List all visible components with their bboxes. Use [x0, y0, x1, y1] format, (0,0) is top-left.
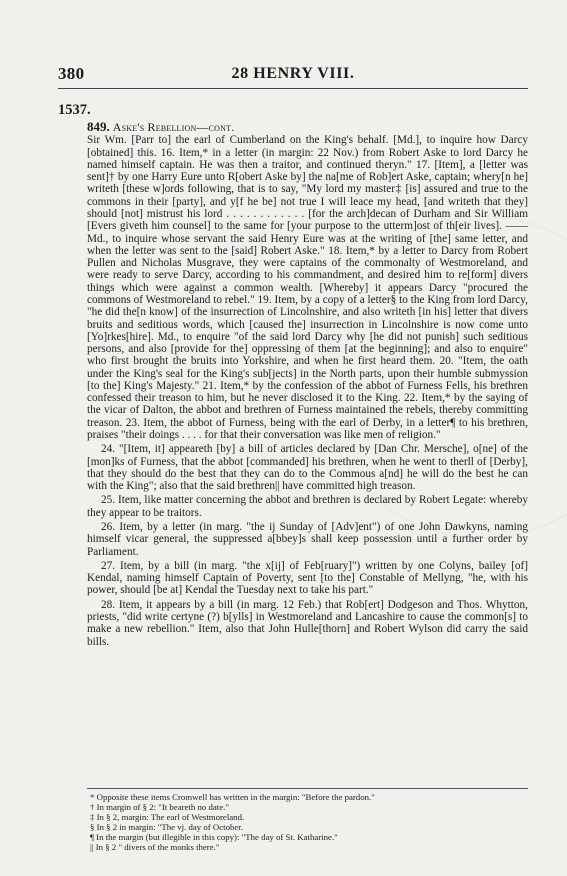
header-rule [58, 88, 528, 89]
entry-paragraph: Sir Wm. [Parr to] the earl of Cumberland on the King's behalf. [Md.], to inquire how Darcy [obtained] this. 16. Item,* in a letter (in margin: 22 Nov.) from Robert Aske to lord Darcy he named himself captain. He was then a traitor, and continued theryn." 17. [Item], a [letter was sent]† by one Harry Eure unto R[obert Aske by] the na[me of Rob]ert Aske, captain; whery[n he] writeth [these w]ords following, that is to say, "My lord my master‡ [is] assured and true to the commons in their [party], and y[f he be] not true I will leace my head, [and writeth that they] should [not] mistrust his lord . . . . . . . . . . . . [for the arch]decan of Durham and Sir William [Evers giveth him counsel] to the same for [your purpose to the utterm]ost of th[eir lives]. —— Md., to inquire whose servant the said Henry Eure was at the writing of [the] same letter, and when the letter was sent to the [said] Robert Aske." 18. Item,* by a letter to Darcy from Robert Pullen and Nicholas Musgrave, they were captains of the commonalty of Westmoreland, and were ready to serve Darcy, according to his commandment, and desired him to re[form] divers things which were against a common wealth. [Whereby] it appears Darcy "procured the commons of Westmoreland to rebel." 19. Item, by a copy of a letter§ to the King from lord Darcy, "he did the[n know] of the insurrection of Lincolnshire, and also writeth [in his] letter that divers bruits and seditious words, which [caused the] insurrection in Lincolnshire is now come unto [Yo]rkes[hire]. Md., to enquire "of the said lord Darcy why [he did not punish] such seditious persons, and also [provide for the] oppressing of them [at the beginning]; and also to enquire" who first brought the bruits into Yorkshire, and when he first heard them. 20. "Item, the oath under the King's seal for the King's sub[jects] in the North parts, upon their humble submyssion [to the] King's Majesty." 21. Item,* by the confession of the abbot of Furness Fells, his brethren confessed their treason to him, but he never disclosed it to the King. 22. Item,* by the saying of the vicar of Dalton, the abbot and brethren of Furness maintained the rebels, thereby committing treason. 23. Item, the abbot of Furness, being with the earl of Derby, in a letter¶ to his brethren, praises "their doings . . . . for that their conversation was like men of religion." [87, 134, 528, 442]
entry-title: Aske's Rebellion—cont. [112, 120, 235, 134]
footnote: § In § 2 in margin: "The vj. day of October. [90, 822, 243, 833]
footnote: * Opposite these items Cromwell has written in the margin: "Before the pardon." [90, 792, 375, 802]
footnote-rule [87, 788, 528, 789]
footnote: || In § 2 " divers of the monks there." [90, 842, 220, 853]
entry-heading [87, 121, 528, 133]
page-number: 380 [58, 64, 85, 83]
year-label: 1537. [58, 102, 91, 118]
entry-paragraph: 24. "[Item, it] appeareth [by] a bill of articles declared by [Dan Chr. Mersche], o[ne] of the [mon]ks of Furness, that the abbot [commanded] his brethren, when he went to therll of [Derby], that they should do the best that they can do to the Commous a[nd] he will do the best he can with the King"; also that the said brethren|| have committed high treason. [87, 443, 528, 493]
entry-paragraph: 26. Item, by a letter (in marg. "the ij Sunday of [Adv]ent") of one John Dawkyns, naming himself vicar general, the suppressed a[bbey]s shall keep possession until a further order by Parliament. [87, 521, 528, 558]
entry-number: 849. [87, 119, 110, 134]
footnote: † In margin of § 2: "It beareth no date." [90, 802, 229, 813]
footnotes [90, 792, 528, 853]
entry-paragraph: 27. Item, by a bill (in marg. "the x[ij] of Feb[ruary]") written by one Colyns, bailey [of] Kendal, naming himself Captain of Poverty, sent [to the] Constable of Mellyng, "he, with his power, should [be at] Kendal the Tuesday next to take his part." [87, 559, 528, 597]
footnote: ‡ In § 2, margin: The earl of Westmoreland. [90, 812, 245, 823]
entry-paragraph: 28. Item, it appears by a bill (in marg. 12 Feb.) that Rob[ert] Dodgeson and Thos. Whytton, priests, "did write certyne (?) b[ylls] in Westmoreland and Lancashire to cause the common[s] to make a new rebellion." Item, also that John Hulle[thorn] and Robert Wylson did carry the said bills. [87, 598, 528, 648]
running-head: 28 HENRY VIII. [231, 65, 355, 82]
page-header [58, 64, 528, 86]
entry-849 [87, 121, 528, 650]
entry-paragraph: 25. Item, like matter concerning the abbot and brethren is declared by Robert Legate: whereby they appear to be traitors. [87, 494, 528, 519]
footnote: ¶ In the margin (but illegible in this copy): "The day of St. Katharine." [90, 832, 338, 843]
